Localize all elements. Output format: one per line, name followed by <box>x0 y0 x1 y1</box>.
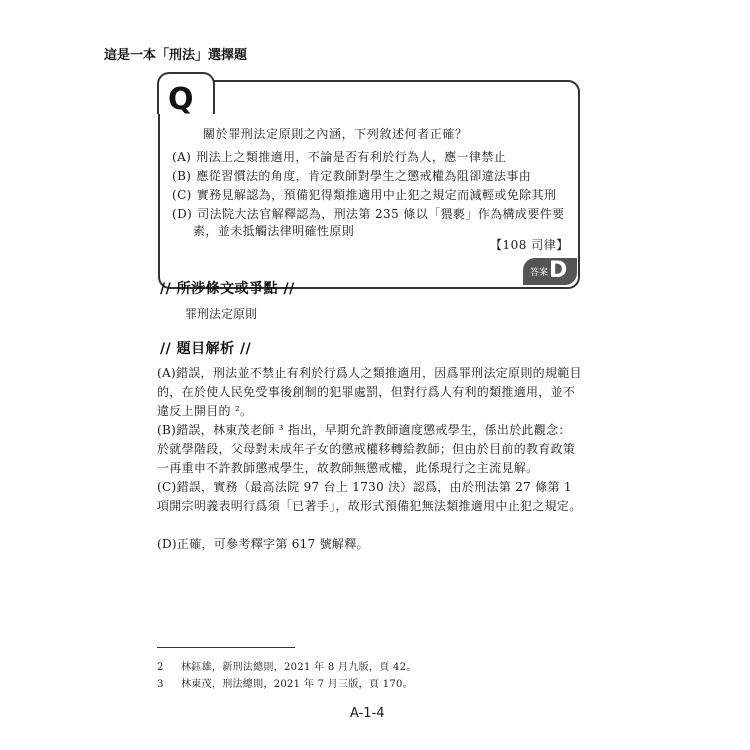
option-text: 實務見解認為，預備犯得類推適用中止犯之規定而減輕或免除其刑 <box>196 188 557 202</box>
option-b <box>172 167 531 184</box>
option-d-continuation: 素，並未抵觸法律明確性原則 <box>193 224 355 238</box>
explanation-text: 正確，可參考釋字第 617 號解釋。 <box>176 537 369 551</box>
footnote-number: 2 <box>157 662 164 673</box>
footnote-2 <box>157 658 417 673</box>
explanation-d <box>157 535 582 554</box>
option-c <box>172 186 556 203</box>
footnote-number: 3 <box>157 679 164 690</box>
answer-label: 答案 <box>530 268 549 278</box>
question-box <box>158 80 580 289</box>
explanation-marker: (C) <box>157 480 177 494</box>
section-heading-provisions: // 所涉條文或爭點 // <box>160 281 295 297</box>
explanation-marker: (A) <box>157 366 176 380</box>
explanation-c <box>157 478 582 516</box>
option-text: 司法院大法官解釋認為，刑法第 235 條以「猥褻」作為構成要件要 <box>197 207 565 221</box>
book-title: 這是一本「刑法」選擇題 <box>104 48 248 63</box>
footnote-text: 林鈺雄，新刑法總則，2021 年 8 月九版，頁 42。 <box>181 662 417 673</box>
page-number: A-1-4 <box>350 706 385 721</box>
explanation-a <box>157 364 582 421</box>
footnote-text: 林東茂，刑法總則，2021 年 7 月三版，頁 170。 <box>181 679 414 690</box>
explanation-text: 錯誤，刑法並不禁止有利於行爲人之類推適用，因爲罪刑法定原則的規範目的，在於使人民免受事後創制的犯罪處罰，但對行爲人有利的類推適用，並不違反上開目的 ²。 <box>157 366 582 418</box>
question-source: 【108 司律】 <box>490 238 569 252</box>
option-marker: (D) <box>172 207 193 221</box>
explanation-marker: (D) <box>157 537 177 551</box>
option-text: 應從習慣法的角度，肯定教師對學生之懲戒權為阻卻違法事由 <box>196 169 532 183</box>
option-d <box>172 205 565 222</box>
footnote-3 <box>157 675 413 690</box>
option-marker: (C) <box>172 188 192 202</box>
explanation-marker: (B) <box>157 423 177 437</box>
option-text: 刑法上之類推適用，不論是否有利於行為人，應一律禁止 <box>196 150 507 164</box>
option-marker: (B) <box>172 169 192 183</box>
explanation-text: 錯誤，實務（最高法院 97 台上 1730 決）認爲，由於刑法第 27 條第 1 項開宗明義表明行爲須「已著手」，故形式預備犯無法類推適用中止犯之規定。 <box>157 480 582 513</box>
section-heading-analysis: // 題目解析 // <box>160 341 252 357</box>
footnote-divider <box>157 647 295 648</box>
answer-letter: D <box>549 258 568 283</box>
explanation-text: 錯誤，林東茂老師 ³ 指出，早期允許教師適度懲戒學生，係出於此觀念：於就學階段，父母對未成年子女的懲戒權移轉給教師；但由於目前的教育政策一再重申不許教師懲戒學生，故教師無懲戒權，此係現行之主流見解。 <box>157 423 576 475</box>
explanation-b <box>157 421 582 478</box>
option-marker: (A) <box>172 150 192 164</box>
question-text: 關於罪刑法定原則之內涵，下列敘述何者正確？ <box>203 127 468 141</box>
section-content-provisions: 罪刑法定原則 <box>185 307 258 321</box>
question-label: Q <box>168 82 194 117</box>
option-a <box>172 148 506 165</box>
